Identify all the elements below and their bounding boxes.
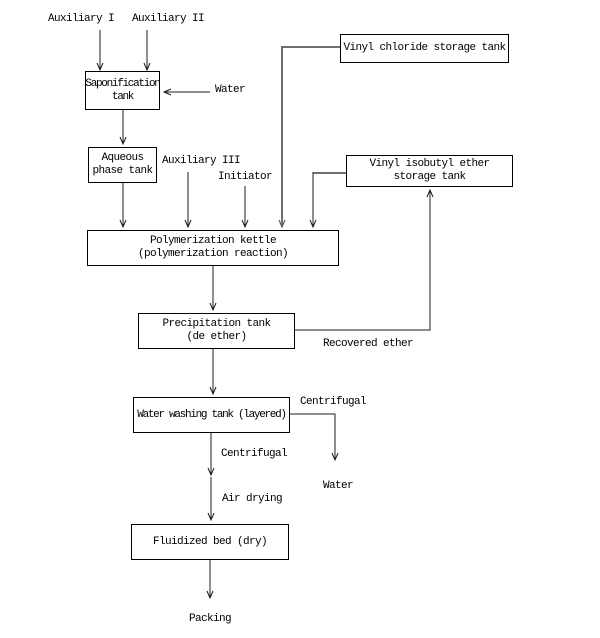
node-label-line: tank (111, 90, 134, 103)
node-precipitation-tank (138, 313, 295, 349)
node-label-line: Saponification (85, 77, 160, 90)
node-saponification-tank (85, 71, 160, 110)
label-initiator: Initiator (218, 171, 273, 183)
node-fluidized-bed (131, 524, 289, 560)
node-label-line: Precipitation tank (162, 318, 271, 330)
node-label-line: Vinyl chloride storage tank (343, 42, 506, 54)
node-label-line: (polymerization reaction) (137, 248, 289, 260)
node-vinyl-chloride-storage-tank (340, 34, 509, 63)
node-water-washing-tank (133, 397, 290, 433)
node-polymerization-kettle (87, 230, 339, 266)
label-centrifugal-lower: Centrifugal (221, 448, 288, 460)
label-packing: Packing (189, 613, 232, 625)
label-water-in: Water (215, 84, 246, 96)
node-label-line: storage tank (393, 171, 466, 183)
node-label-line: (de ether) (186, 331, 247, 343)
label-air-drying: Air drying (222, 493, 283, 505)
label-auxiliary-i: Auxiliary I (48, 13, 115, 25)
arrow-washing-to-water-out (290, 414, 335, 460)
node-label-line: Water washing tank (layered) (137, 408, 286, 421)
node-label-line: Vinyl isobutyl ether (369, 158, 490, 170)
label-centrifugal-upper: Centrifugal (300, 396, 367, 408)
node-aqueous-phase-tank (88, 147, 157, 183)
node-label-line: Fluidized bed (dry) (152, 535, 268, 548)
node-vinyl-isobutyl-ether-storage-tank (346, 155, 513, 187)
node-label-line: phase tank (92, 165, 153, 177)
arrow-vinyl-chloride-to-kettle (282, 47, 340, 227)
label-auxiliary-ii: Auxiliary II (132, 13, 205, 25)
label-auxiliary-iii: Auxiliary III (162, 155, 241, 167)
node-label-line: Polymerization kettle (149, 235, 277, 247)
label-water-out: Water (323, 480, 354, 492)
node-label-line: Aqueous (101, 152, 144, 164)
label-recovered-ether: Recovered ether (323, 338, 414, 350)
